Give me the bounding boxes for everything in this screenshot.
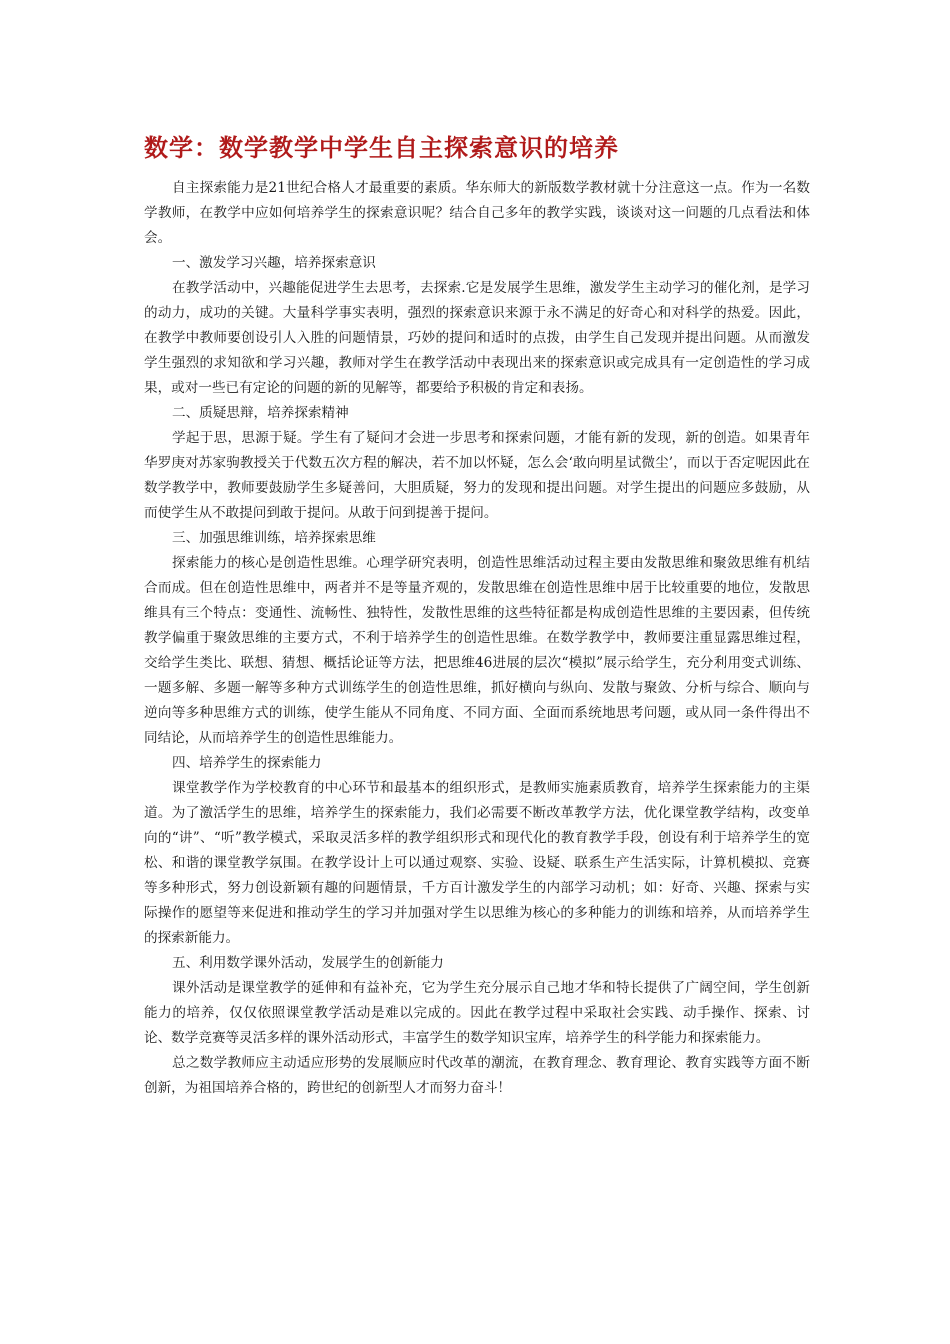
section-3-heading: 三、加强思维训练，培养探索思维 xyxy=(172,530,376,546)
section-1-heading: 一、激发学习兴趣，培养探索意识 xyxy=(172,255,376,271)
section-5-body: 课外活动是课堂教学的延伸和有益补充，它为学生充分展示自己地才华和特长提供了广阔空间，学生创新能力的培养，仅仅依照课堂教学活动是难以完成的。因此在教学过程中采取社会实践、动手操作、探索、讨论、数学竞赛等灵活多样的课外活动形式，丰富学生的数学知识宝库，培养学生的科学能力和探索能力。 xyxy=(144,980,810,1046)
section-5-heading: 五、利用数学课外活动，发展学生的创新能力 xyxy=(172,955,444,971)
section-1-body: 在教学活动中，兴趣能促进学生去思考，去探索.它是发展学生思维，激发学生主动学习的催化剂，是学习的动力，成功的关键。大量科学事实表明，强烈的探索意识来源于永不满足的好奇心和对科学的热爱。因此，在教学中教师要创设引人入胜的问题情景，巧妙的提问和适时的点拨，由学生自己发现并提出问题。从而激发学生强烈的求知欲和学习兴趣，教师对学生在教学活动中表现出来的探索意识或完成具有一定创造性的学习成果，或对一些已有定论的问题的新的见解等，都要给予积极的肯定和表扬。 xyxy=(144,280,810,396)
section-3-body: 探索能力的核心是创造性思维。心理学研究表明，创造性思维活动过程主要由发散思维和聚敛思维有机结合而成。但在创造性思维中，两者并不是等量齐观的，发散思维在创造性思维中居于比较重要的地位，发散思维具有三个特点：变通性、流畅性、独特性，发散性思维的这些特征都是构成创造性思维的主要因素，但传统教学偏重于聚敛思维的主要方式，不利于培养学生的创造性思维。在数学教学中，教师要注重显露思维过程，交给学生类比、联想、猜想、概括论证等方法，把思维46进展的层次“模拟”展示给学生，充分利用变式训练、一题多解、多题一解等多种方式训练学生的创造性思维，抓好横向与纵向、发散与聚敛、分析与综合、顺向与逆向等多种思维方式的训练，使学生能从不同角度、不同方面、全面而系统地思考问题，或从同一条件得出不同结论，从而培养学生的创造性思维能力。 xyxy=(144,555,810,746)
section-4-heading: 四、培养学生的探索能力 xyxy=(172,755,322,771)
section-2-heading: 二、质疑思辩，培养探索精神 xyxy=(172,405,349,421)
section-4-body: 课堂教学作为学校教育的中心环节和最基本的组织形式，是教师实施素质教育，培养学生探索能力的主渠道。为了激活学生的思维，培养学生的探索能力，我们必需要不断改革教学方法，优化课堂教学结构，改变单向的“讲”、“听”教学模式，采取灵活多样的教学组织形式和现代化的教育教学手段，创设有利于培养学生的宽松、和谐的课堂教学氛围。在教学设计上可以通过观察、实验、设疑、联系生产生活实际，计算机模拟、竞赛等多种形式，努力创设新颖有趣的问题情景，千方百计激发学生的内部学习动机；如：好奇、兴趣、探索与实际操作的愿望等来促进和推动学生的学习并加强对学生以思维为核心的多种能力的训练和培养，从而培养学生的探索新能力。 xyxy=(144,780,810,946)
conclusion-paragraph: 总之数学教师应主动适应形势的发展顺应时代改革的潮流，在教育理念、教育理论、教育实践等方面不断创新，为祖国培养合格的，跨世纪的创新型人才而努力奋斗！ xyxy=(144,1055,810,1096)
document-page xyxy=(144,128,810,1101)
section-2-body: 学起于思，思源于疑。学生有了疑问才会进一步思考和探索问题，才能有新的发现，新的创造。如果青年华罗庚对苏家驹教授关于代数五次方程的解决，若不加以怀疑，怎么会‘敢向明星试微尘’，而以于否定呢因此在数学教学中，教师要鼓励学生多疑善问，大胆质疑，努力的发现和提出问题。对学生提出的问题应多鼓励，从而使学生从不敢提问到敢于提问。从敢于问到提善于提问。 xyxy=(144,430,810,521)
intro-paragraph: 自主探索能力是21世纪合格人才最重要的素质。华东师大的新版数学教材就十分注意这一点。作为一名数学教师，在教学中应如何培养学生的探索意识呢？结合自己多年的教学实践，谈谈对这一问题的几点看法和体会。 xyxy=(144,180,810,246)
document-title: 数学：数学教学中学生自主探索意识的培养 xyxy=(144,133,619,162)
